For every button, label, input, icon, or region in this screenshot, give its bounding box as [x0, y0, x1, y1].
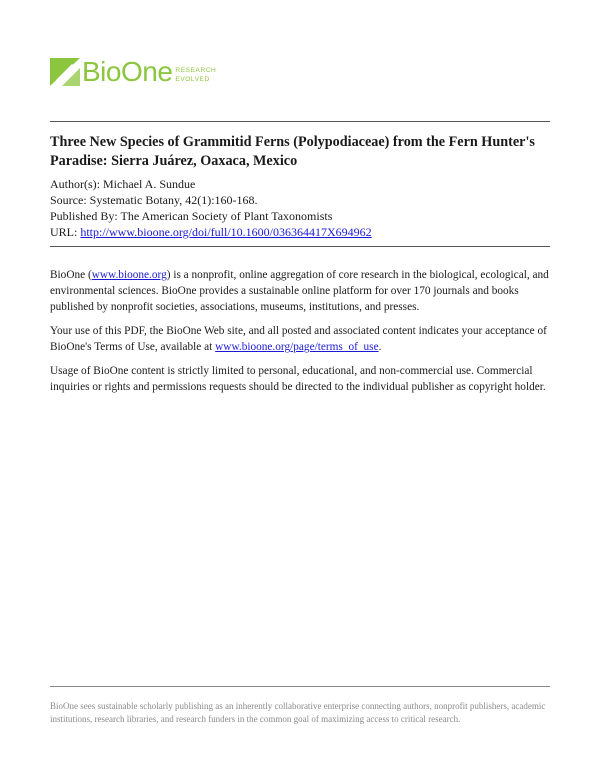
terms-prefix: Your use of this PDF, the BioOne Web site, and all posted and associated content indicates your acceptance of BioOne's Terms of Use, available at	[50, 325, 547, 353]
publisher-label: Published By:	[50, 209, 118, 223]
terms-paragraph	[50, 323, 555, 355]
about-suffix: ) is a nonprofit, online aggregation of core research in the biological, ecological, and environmental sciences. BioOne provides a sustainable online platform for over 170 journals and books published by nonprofit societies, associations, museums, institutions, and presses.	[50, 269, 549, 313]
source-label: Source:	[50, 193, 87, 207]
source-value: Systematic Botany, 42(1):160-168.	[89, 193, 258, 207]
publisher-value: The American Society of Plant Taxonomists	[120, 209, 333, 223]
about-prefix: BioOne (	[50, 269, 92, 281]
article-metadata	[50, 133, 555, 240]
logo-wordmark: BioOne	[82, 56, 173, 87]
authors-value: Michael A. Sundue	[103, 177, 196, 191]
terms-of-use-link[interactable]: www.bioone.org/page/terms_of_use	[215, 341, 379, 353]
about-paragraph	[50, 267, 555, 315]
authors-line	[50, 176, 555, 192]
terms-suffix: .	[378, 341, 382, 353]
notice-body	[50, 267, 555, 403]
authors-label: Author(s):	[50, 177, 100, 191]
logo-tagline-line-2: EVOLVED	[175, 76, 210, 83]
bioone-logo	[50, 56, 216, 88]
logo-tagline-line-1: RESEARCH	[175, 67, 217, 74]
bioone-home-link[interactable]: www.bioone.org	[91, 269, 167, 281]
url-line	[50, 224, 555, 240]
bioone-leaf-icon	[50, 58, 80, 86]
source-line	[50, 192, 555, 208]
article-title: Three New Species of Grammitid Ferns (Polypodiaceae) from the Fern Hunter's Paradise: Sierra Juárez, Oaxaca, Mexico	[50, 134, 535, 169]
bottom-divider	[50, 686, 550, 687]
usage-paragraph: Usage of BioOne content is strictly limited to personal, educational, and non-commercial use. Commercial inquiries or rights and permissions requests should be directed to the individual publisher as copyright holder.	[50, 365, 546, 393]
middle-divider	[50, 246, 550, 247]
footer-statement: BioOne sees sustainable scholarly publishing as an inherently collaborative enterprise connecting authors, nonprofit publishers, academic institutions, research libraries, and research funders in the common goal of maximizing access to critical research.	[50, 701, 546, 724]
url-label: URL:	[50, 225, 78, 239]
publisher-line	[50, 208, 555, 224]
top-divider	[50, 121, 550, 122]
article-url-link[interactable]: http://www.bioone.org/doi/full/10.1600/036364417X694962	[80, 225, 372, 239]
logo-tagline	[175, 66, 216, 84]
